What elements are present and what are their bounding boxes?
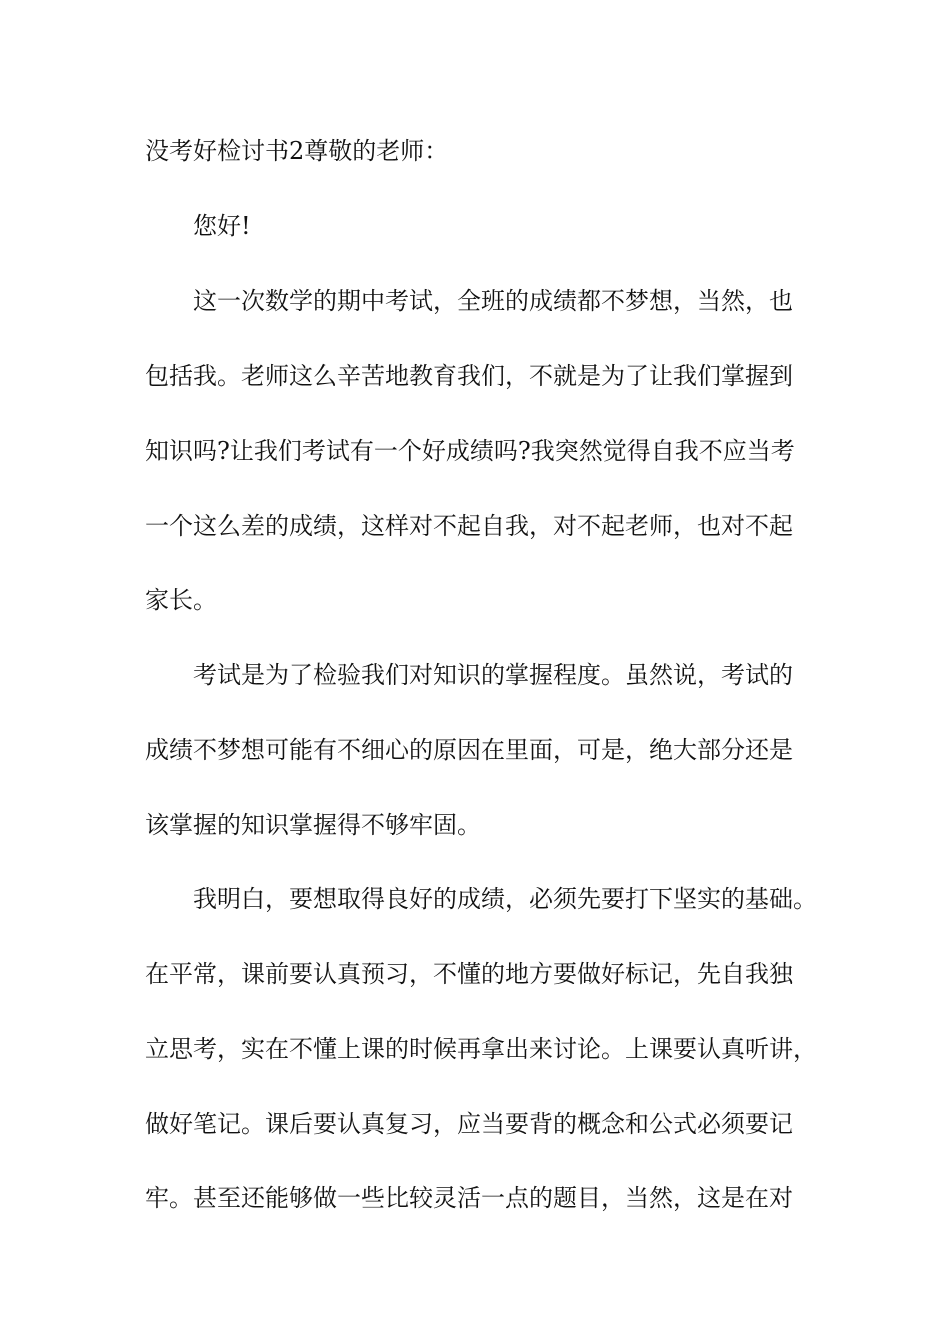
paragraph-1-line-5: 家长。 [145,586,217,614]
paragraph-3-line-1: 我明白，要想取得良好的成绩，必须先要打下坚实的基础。 [193,885,817,913]
paragraph-3-line-4: 做好笔记。课后要认真复习，应当要背的概念和公式必须要记 [145,1110,793,1138]
paragraph-1-line-3: 知识吗?让我们考试有一个好成绩吗?我突然觉得自我不应当考 [145,437,795,465]
paragraph-2-line-3: 该掌握的知识掌握得不够牢固。 [145,811,481,839]
paragraph-1-line-1: 这一次数学的期中考试，全班的成绩都不梦想，当然，也 [193,287,793,315]
paragraph-3-line-3: 立思考，实在不懂上课的时候再拿出来讨论。上课要认真听讲， [145,1035,817,1063]
paragraph-2-line-2: 成绩不梦想可能有不细心的原因在里面，可是，绝大部分还是 [145,736,793,764]
paragraph-3-line-5: 牢。甚至还能够做一些比较灵活一点的题目，当然，这是在对 [145,1184,793,1212]
greeting: 您好! [193,212,251,240]
title-line: 没考好检讨书2尊敬的老师： [145,137,449,165]
paragraph-3-line-2: 在平常，课前要认真预习，不懂的地方要做好标记，先自我独 [145,960,793,988]
paragraph-2-line-1: 考试是为了检验我们对知识的掌握程度。虽然说，考试的 [193,661,793,689]
paragraph-1-line-4: 一个这么差的成绩，这样对不起自我，对不起老师，也对不起 [145,512,793,540]
paragraph-1-line-2: 包括我。老师这么辛苦地教育我们，不就是为了让我们掌握到 [145,362,793,390]
